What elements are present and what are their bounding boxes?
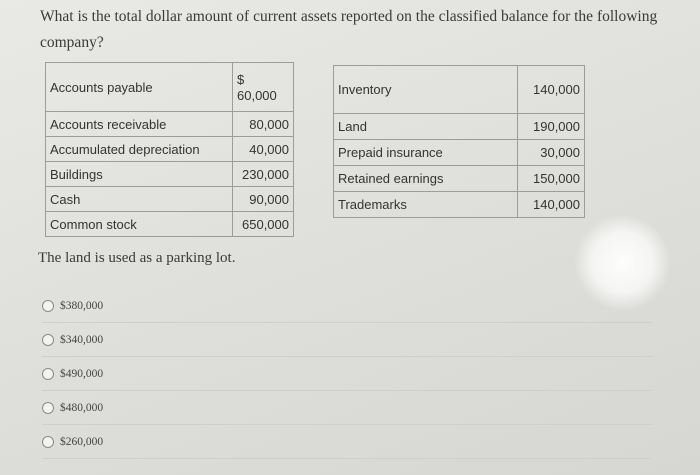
table-row (46, 63, 294, 112)
account-value: 90,000 (233, 187, 294, 212)
radio-button[interactable] (42, 368, 54, 380)
account-value: 190,000 (518, 114, 585, 140)
table-row (334, 192, 585, 218)
account-label: Prepaid insurance (334, 140, 518, 166)
table-row (334, 114, 585, 140)
table-row (334, 140, 585, 166)
answer-label: $340,000 (60, 334, 104, 346)
answer-option-2[interactable] (42, 324, 652, 357)
account-value (233, 63, 294, 112)
radio-button[interactable] (42, 334, 54, 346)
answer-label: $380,000 (60, 300, 104, 312)
account-value: 40,000 (233, 137, 294, 162)
currency-symbol: $ (237, 72, 245, 87)
account-value: 140,000 (518, 66, 585, 114)
table-row (334, 66, 585, 114)
account-label: Inventory (334, 66, 518, 114)
answer-label: $480,000 (60, 402, 104, 414)
account-label: Common stock (46, 212, 233, 237)
account-label: Accounts receivable (46, 112, 233, 137)
account-label: Retained earnings (334, 166, 518, 192)
account-label: Cash (46, 187, 233, 212)
account-label: Buildings (46, 162, 233, 187)
radio-button[interactable] (42, 402, 54, 414)
question-text: What is the total dollar amount of current assets reported on the classified balance for the following company? (40, 8, 658, 51)
radio-button[interactable] (42, 436, 54, 448)
right-accounts-table (333, 65, 585, 218)
left-accounts-table (45, 62, 294, 237)
answer-option-3[interactable] (42, 358, 652, 391)
account-value: 30,000 (518, 140, 585, 166)
answer-options (42, 290, 652, 460)
account-value: 140,000 (518, 192, 585, 218)
answer-option-4[interactable] (42, 392, 652, 425)
account-label: Accumulated depreciation (46, 137, 233, 162)
account-amount: 60,000 (237, 88, 277, 103)
answer-option-1[interactable] (42, 290, 652, 323)
account-label: Accounts payable (46, 63, 233, 112)
table-row (46, 137, 294, 162)
account-value: 80,000 (233, 112, 294, 137)
account-label: Trademarks (334, 192, 518, 218)
note-text: The land is used as a parking lot. (38, 250, 236, 266)
table-row (46, 187, 294, 212)
table-row (46, 212, 294, 237)
table-row (46, 162, 294, 187)
radio-button[interactable] (42, 300, 54, 312)
account-value: 150,000 (518, 166, 585, 192)
account-label: Land (334, 114, 518, 140)
answer-label: $490,000 (60, 368, 104, 380)
answer-option-5[interactable] (42, 426, 652, 459)
table-row (334, 166, 585, 192)
account-value: 650,000 (233, 212, 294, 237)
account-value: 230,000 (233, 162, 294, 187)
table-row (46, 112, 294, 137)
answer-label: $260,000 (60, 436, 104, 448)
